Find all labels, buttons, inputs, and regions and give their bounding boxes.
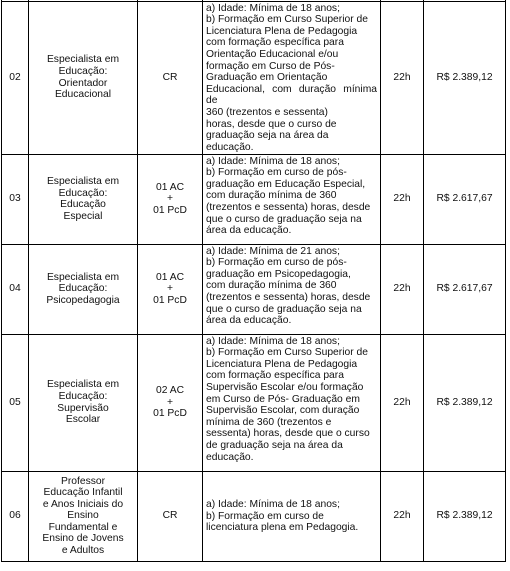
table-row	[2, 471, 506, 561]
cell-cargo	[29, 334, 138, 471]
cell-vagas	[138, 244, 203, 334]
vagas-line: 01 AC	[155, 271, 185, 283]
row-number: 04	[9, 283, 21, 295]
requisito-line: b) Formação em curso de pós-	[206, 167, 347, 179]
cargo-line: Especial	[63, 210, 103, 222]
requisito-line: a) Idade: Mínima de 21 anos;	[206, 245, 340, 257]
requisito-line: que o curso de graduação seja na	[206, 303, 362, 315]
requisito-line: graduação seja na área da	[206, 130, 329, 142]
requirements-table	[1, 0, 506, 562]
cell-number	[2, 334, 29, 471]
cell-carga-horaria	[381, 244, 424, 334]
requisito-line: (trezentos e sessenta) horas, desde	[206, 291, 371, 303]
requisito-line: b) Formação em curso de pós-	[206, 257, 347, 269]
requisito-line: 360 (trezentos e sessenta)	[206, 106, 328, 118]
row-number: 06	[9, 510, 21, 522]
cargo-line: Educacional	[54, 89, 112, 101]
cargo-line: Especialista em	[46, 175, 120, 187]
requisito-line: em Curso de Pós- Graduação em	[206, 393, 360, 405]
cell-requisitos	[203, 154, 381, 244]
cargo-line: Especialista em	[46, 379, 120, 391]
carga-horaria: 22h	[393, 71, 411, 83]
carga-horaria: 22h	[393, 283, 411, 295]
vencimento: R$ 2.389,12	[436, 396, 493, 408]
requisito-line: (trezentos e sessenta) horas, desde	[206, 201, 371, 213]
cell-vagas	[138, 154, 203, 244]
cargo-line: Educação	[60, 199, 106, 211]
vagas-line: 01 PcD	[153, 408, 187, 420]
vagas-line: 01 AC	[155, 181, 185, 193]
cell-carga-horaria	[381, 471, 424, 561]
cargo-line: Orientador	[58, 77, 108, 89]
requisito-line: a) Idade: Mínima de 18 anos;	[206, 499, 340, 511]
vencimento: R$ 2.617,67	[436, 193, 493, 205]
cell-vencimento	[424, 1, 506, 154]
requisito-line: Orientação Educacional e/ou	[206, 48, 339, 60]
cargo-line: Educação Infantil	[43, 487, 123, 499]
carga-horaria: 22h	[393, 193, 411, 205]
cell-requisitos	[203, 1, 381, 154]
requisito-line: com duração mínima de 360	[206, 190, 337, 202]
requisito-line: a) Idade: Mínima de 18 anos;	[206, 155, 340, 167]
cell-carga-horaria	[381, 1, 424, 154]
requisito-line: b) Formação em curso de	[206, 510, 324, 522]
cargo-line: Fundamental e	[48, 521, 118, 533]
requisito-line: mínima de 360 (trezentos e	[206, 416, 332, 428]
vagas-line: +	[166, 396, 173, 408]
requisito-line: Graduação em Orientação	[206, 72, 328, 84]
cell-cargo	[29, 154, 138, 244]
cargo-line: Especialista em	[46, 54, 120, 66]
cargo-line: Supervisão	[57, 402, 109, 414]
cell-vagas	[138, 1, 203, 154]
requisito-line: Educacional, com duração mínima de	[206, 83, 377, 107]
cargo-line: e Adultos	[61, 545, 105, 557]
cell-carga-horaria	[381, 334, 424, 471]
vencimento: R$ 2.389,12	[436, 71, 493, 83]
cell-requisitos	[203, 334, 381, 471]
vagas-line: CR	[162, 71, 178, 83]
row-number: 02	[9, 71, 21, 83]
carga-horaria: 22h	[393, 396, 411, 408]
table-row	[2, 244, 506, 334]
vencimento: R$ 2.389,12	[436, 510, 493, 522]
cargo-line: Ensino	[67, 510, 99, 522]
cell-number	[2, 154, 29, 244]
requisito-line: com duração mínima de 360	[206, 280, 337, 292]
cell-vencimento	[424, 154, 506, 244]
requisito-line: a) Idade: Mínima de 18 anos;	[206, 2, 340, 14]
cell-number	[2, 1, 29, 154]
table-body	[2, 0, 506, 561]
vencimento: R$ 2.617,67	[436, 283, 493, 295]
cell-number	[2, 471, 29, 561]
cell-requisitos	[203, 244, 381, 334]
cargo-line: Ensino de Jovens	[42, 533, 124, 545]
vagas-line: 02 AC	[155, 385, 185, 397]
cargo-line: Educação:	[58, 66, 108, 77]
requisito-line: a) Idade: Mínima de 18 anos;	[206, 335, 340, 347]
row-number: 05	[9, 396, 21, 408]
requisito-line: graduação em Educação Especial,	[206, 178, 366, 190]
requisito-line: Supervisão Escolar, com duração	[206, 405, 360, 417]
requisito-line: formação em Curso de Pós-	[206, 60, 335, 72]
vagas-line: +	[166, 193, 173, 205]
table-row	[2, 154, 506, 244]
cell-vencimento	[424, 471, 506, 561]
cargo-line: Educação:	[58, 187, 108, 199]
requisito-line: b) Formação em Curso Superior de	[206, 14, 368, 26]
cell-cargo	[29, 471, 138, 561]
requisito-line: com formação específica para	[206, 37, 344, 49]
table-row	[2, 1, 506, 154]
vagas-line: 01 PcD	[153, 294, 187, 306]
cargo-line: Especialista em	[46, 271, 120, 283]
requisito-line: de graduação seja na área da	[206, 439, 343, 451]
carga-horaria: 22h	[393, 510, 411, 522]
cell-requisitos	[203, 471, 381, 561]
table-row	[2, 334, 506, 471]
cargo-line: Psicopedagogia	[46, 294, 120, 306]
requisito-line: que o curso de graduação seja na	[206, 213, 362, 225]
requisito-line: horas, desde que o curso de	[206, 118, 337, 130]
requisito-line: sessenta) horas, desde que o curso	[206, 428, 370, 440]
cell-carga-horaria	[381, 154, 424, 244]
cell-vagas	[138, 334, 203, 471]
cargo-line: e Anos Iniciais do	[42, 498, 124, 510]
requisito-line: educação.	[206, 141, 254, 153]
cargo-line: Educação:	[58, 391, 108, 402]
requisito-line: licenciatura plena em Pedagogia.	[206, 522, 359, 534]
requisito-line: área da educação.	[206, 225, 292, 237]
cell-cargo	[29, 1, 138, 154]
vagas-line: CR	[162, 510, 178, 522]
requisito-line: graduação em Psicopedagogia,	[206, 268, 351, 280]
vagas-line: +	[166, 283, 173, 295]
requisito-line: Licenciatura Plena de Pedagogia	[206, 358, 358, 370]
row-number: 03	[9, 193, 21, 205]
requisito-line: área da educação.	[206, 315, 292, 327]
cargo-line: Educação:	[58, 283, 108, 295]
cargo-line: Professor	[60, 475, 106, 487]
vagas-line: 01 PcD	[153, 204, 187, 216]
cell-vencimento	[424, 334, 506, 471]
cell-cargo	[29, 244, 138, 334]
requisito-line: educação.	[206, 451, 254, 463]
cell-vencimento	[424, 244, 506, 334]
requisito-line: b) Formação em Curso Superior de	[206, 347, 368, 359]
requisito-line: Licenciatura Plena de Pedagogia	[206, 25, 358, 37]
cell-number	[2, 244, 29, 334]
requisito-line: com formação específica para	[206, 370, 344, 382]
cell-vagas	[138, 471, 203, 561]
requisito-line: Supervisão Escolar e/ou formação	[206, 381, 364, 393]
cargo-line: Escolar	[65, 414, 101, 426]
